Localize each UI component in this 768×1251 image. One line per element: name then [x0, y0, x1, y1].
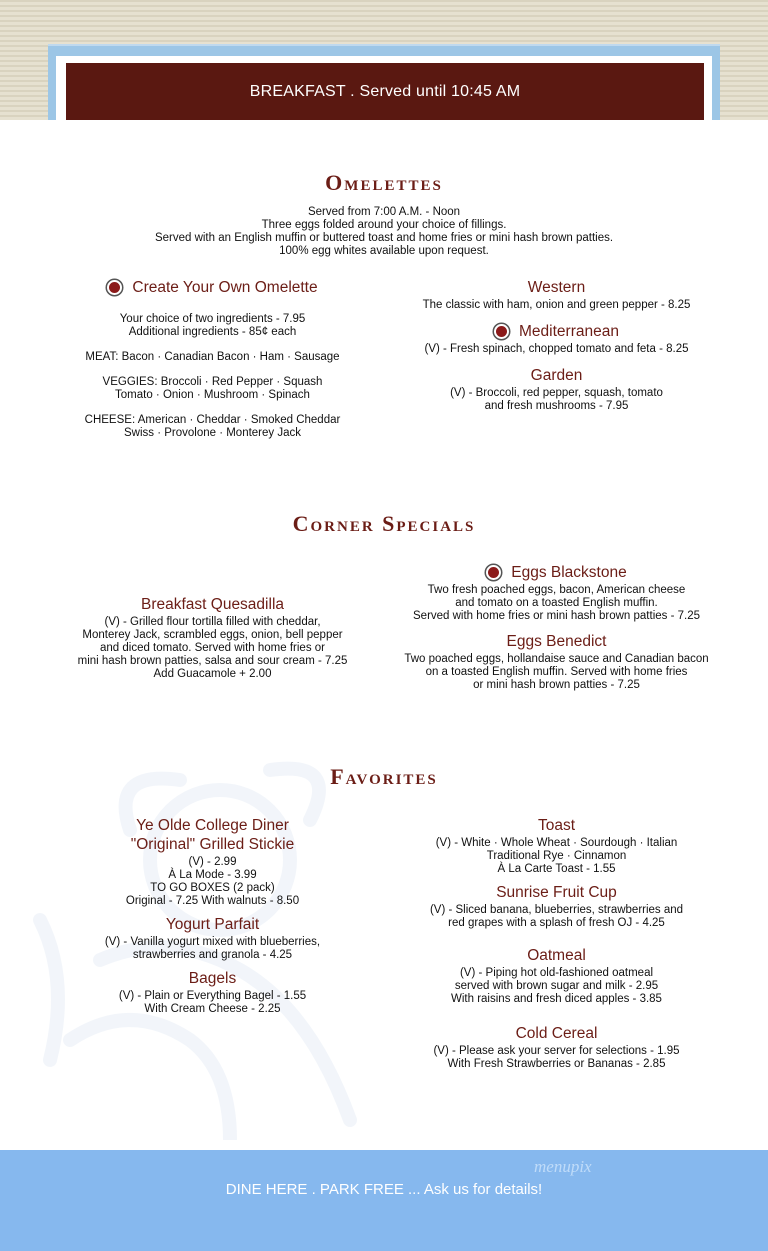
garden-desc: and fresh mushrooms - 7.95	[484, 400, 629, 412]
intro-line: 100% egg whites available upon request.	[279, 245, 489, 257]
stickie-desc: (V) - 2.99	[188, 856, 237, 868]
corner-specials-heading: Corner Specials	[292, 511, 476, 536]
stickie-desc: Original - 7.25 With walnuts - 8.50	[125, 895, 300, 907]
intro-line: Three eggs folded around your choice of fillings.	[261, 219, 507, 231]
oatmeal-desc: (V) - Piping hot old-fashioned oatmeal	[459, 967, 654, 979]
stickie-title: "Original" Grilled Stickie	[130, 836, 295, 853]
western-title: Western	[527, 279, 586, 296]
breakfast-quesadilla	[60, 595, 365, 681]
create-your-own-omelette	[50, 278, 375, 440]
meat-options: MEAT: Bacon · Canadian Bacon · Ham · Sausage	[85, 351, 340, 363]
yogurt-title: Yogurt Parfait	[165, 916, 260, 933]
toast-title: Toast	[537, 817, 576, 834]
omelette-list-right	[400, 278, 713, 413]
intro-line: Served from 7:00 A.M. - Noon	[307, 206, 461, 218]
intro-line: Served with an English muffin or buttered toast and home fries or mini hash brown patties.	[154, 232, 614, 244]
fruit-cup-title: Sunrise Fruit Cup	[496, 884, 617, 901]
bagels-title: Bagels	[188, 970, 237, 987]
menupix-watermark: menupix	[534, 1157, 592, 1176]
mediterranean-desc: (V) - Fresh spinach, chopped tomato and feta - 8.25	[424, 343, 689, 355]
yogurt-desc: (V) - Vanilla yogurt mixed with blueberries,	[104, 936, 321, 948]
mediterranean-title	[400, 322, 713, 341]
quesadilla-title: Breakfast Quesadilla	[140, 596, 285, 613]
blackstone-name: Eggs Blackstone	[511, 564, 627, 581]
benedict-title: Eggs Benedict	[506, 633, 607, 650]
fruit-cup-desc: (V) - Sliced banana, blueberries, strawberries and	[429, 904, 684, 916]
oatmeal-desc: served with brown sugar and milk - 2.95	[454, 980, 659, 992]
quesadilla-desc: Monterey Jack, scrambled eggs, onion, bell pepper	[82, 629, 343, 641]
blackstone-title	[400, 563, 713, 582]
corner-specials-right	[400, 563, 713, 692]
favorites-left	[60, 816, 365, 1016]
favorites-right	[400, 816, 713, 1071]
price-line: Your choice of two ingredients - 7.95	[119, 313, 306, 325]
blackstone-desc: and tomato on a toasted English muffin.	[455, 597, 658, 609]
page-title: BREAKFAST . Served until 10:45 AM	[66, 63, 704, 120]
favorites-heading: Favorites	[330, 764, 438, 789]
yogurt-desc: strawberries and granola - 4.25	[132, 949, 293, 961]
blackstone-desc: Served with home fries or mini hash brown patties - 7.25	[413, 610, 700, 622]
create-your-own-name: Create Your Own Omelette	[132, 279, 318, 296]
toast-desc: (V) - White · Whole Wheat · Sourdough · Italian	[435, 837, 678, 849]
footer-bar	[0, 1150, 768, 1251]
quesadilla-desc: Add Guacamole + 2.00	[153, 668, 272, 680]
bagels-desc: With Cream Cheese - 2.25	[144, 1003, 281, 1015]
cereal-desc: With Fresh Strawberries or Bananas - 2.85	[447, 1058, 666, 1070]
stickie-title: Ye Olde College Diner	[136, 817, 289, 834]
quesadilla-desc: mini hash brown patties, salsa and sour cream - 7.25	[77, 655, 348, 667]
benedict-desc: Two poached eggs, hollandaise sauce and Canadian bacon	[404, 653, 709, 665]
quesadilla-desc: (V) - Grilled flour tortilla filled with cheddar,	[104, 616, 321, 628]
toast-desc: À La Carte Toast - 1.55	[497, 863, 616, 875]
omelettes-intro	[0, 206, 768, 258]
oatmeal-desc: With raisins and fresh diced apples - 3.85	[451, 993, 662, 1005]
cereal-desc: (V) - Please ask your server for selections - 1.95	[433, 1045, 680, 1057]
oatmeal-title: Oatmeal	[527, 947, 586, 964]
signature-dot-icon	[486, 565, 501, 580]
mediterranean-name: Mediterranean	[519, 323, 619, 340]
signature-dot-icon	[107, 280, 122, 295]
benedict-desc: on a toasted English muffin. Served with home fries	[425, 666, 688, 678]
signature-dot-icon	[494, 324, 509, 339]
footer-text: DINE HERE . PARK FREE ... Ask us for details!	[225, 1181, 543, 1198]
toast-desc: Traditional Rye · Cinnamon	[486, 850, 627, 862]
garden-title: Garden	[530, 367, 583, 384]
bagels-desc: (V) - Plain or Everything Bagel - 1.55	[118, 990, 307, 1002]
omelettes-heading: Omelettes	[325, 170, 443, 195]
create-your-own-title	[50, 278, 375, 297]
stickie-desc: TO GO BOXES (2 pack)	[150, 882, 275, 894]
veggie-options: VEGGIES: Broccoli · Red Pepper · Squash	[102, 376, 323, 388]
benedict-desc: or mini hash brown patties - 7.25	[473, 679, 640, 691]
western-desc: The classic with ham, onion and green pepper - 8.25	[422, 299, 691, 311]
quesadilla-desc: and diced tomato. Served with home fries or	[99, 642, 325, 654]
blackstone-desc: Two fresh poached eggs, bacon, American cheese	[427, 584, 686, 596]
fruit-cup-desc: red grapes with a splash of fresh OJ - 4.25	[448, 917, 665, 929]
cheese-options: Swiss · Provolone · Monterey Jack	[123, 427, 302, 439]
cereal-title: Cold Cereal	[515, 1025, 598, 1042]
stickie-desc: À La Mode - 3.99	[168, 869, 257, 881]
veggie-options: Tomato · Onion · Mushroom · Spinach	[115, 389, 310, 401]
price-line: Additional ingredients - 85¢ each	[128, 326, 297, 338]
cheese-options: CHEESE: American · Cheddar · Smoked Cheddar	[84, 414, 341, 426]
garden-desc: (V) - Broccoli, red pepper, squash, tomato	[450, 387, 663, 399]
